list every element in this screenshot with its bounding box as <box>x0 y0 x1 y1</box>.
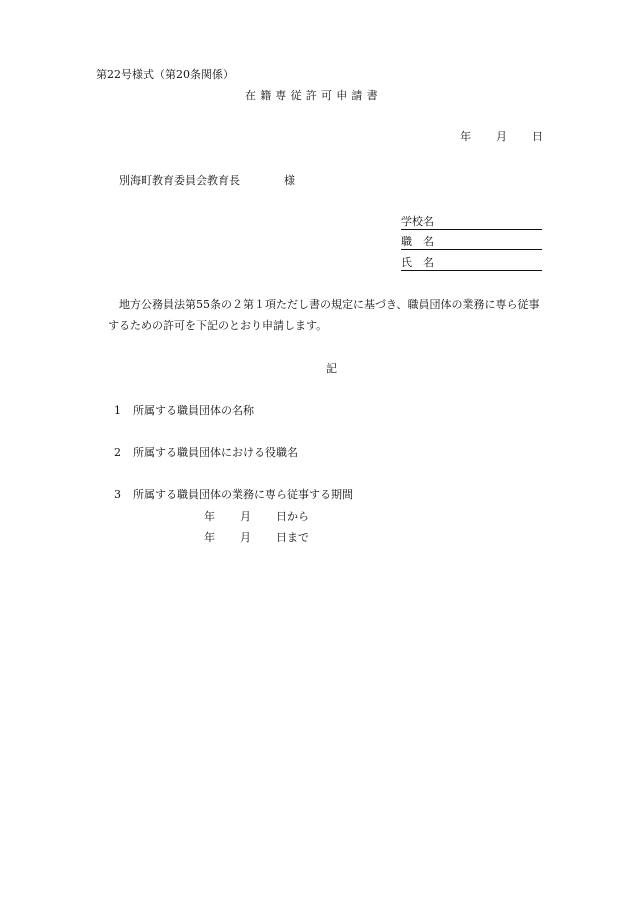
position-field <box>401 235 542 250</box>
addressee <box>119 174 295 188</box>
period-from-day: 日から <box>276 510 309 523</box>
period-from-year: 年 <box>204 510 215 523</box>
form-number: 第22号様式（第20条関係） <box>96 68 234 81</box>
applicant-name-label: 氏 名 <box>401 256 434 269</box>
school-name-label: 学校名 <box>401 215 434 228</box>
position-label: 職 名 <box>401 235 434 248</box>
item-number: 3 <box>114 488 121 501</box>
addressee-honorific: 様 <box>284 174 295 187</box>
body-text-line-1: 地方公務員法第55条の２第１項ただし書の規定に基づき、職員団体の業務に専ら従事 <box>119 298 540 311</box>
date-month: 月 <box>496 130 507 143</box>
item-text: 所属する職員団体の業務に専ら従事する期間 <box>133 488 353 501</box>
period-from-month: 月 <box>240 510 251 523</box>
ki-heading: 記 <box>326 362 337 375</box>
body-text-line-2: するための許可を下記のとおり申請します。 <box>108 319 328 332</box>
school-name-field <box>401 215 542 230</box>
item-number: 1 <box>114 404 121 417</box>
list-item <box>114 404 254 418</box>
item-text: 所属する職員団体における役職名 <box>133 446 298 459</box>
application-date <box>460 130 543 144</box>
date-day: 日 <box>532 130 543 143</box>
period-to-year: 年 <box>204 531 215 544</box>
period-from <box>204 510 309 524</box>
period-to-day: 日まで <box>276 531 309 544</box>
date-year: 年 <box>460 130 471 143</box>
period-to-month: 月 <box>240 531 251 544</box>
item-text: 所属する職員団体の名称 <box>133 404 254 417</box>
list-item <box>114 446 298 460</box>
applicant-name-field <box>401 256 542 271</box>
period-to <box>204 531 309 545</box>
addressee-name: 別海町教育委員会教育長 <box>119 174 240 187</box>
list-item <box>114 488 353 502</box>
item-number: 2 <box>114 446 121 459</box>
document-title: 在籍専従許可申請書 <box>245 89 382 102</box>
